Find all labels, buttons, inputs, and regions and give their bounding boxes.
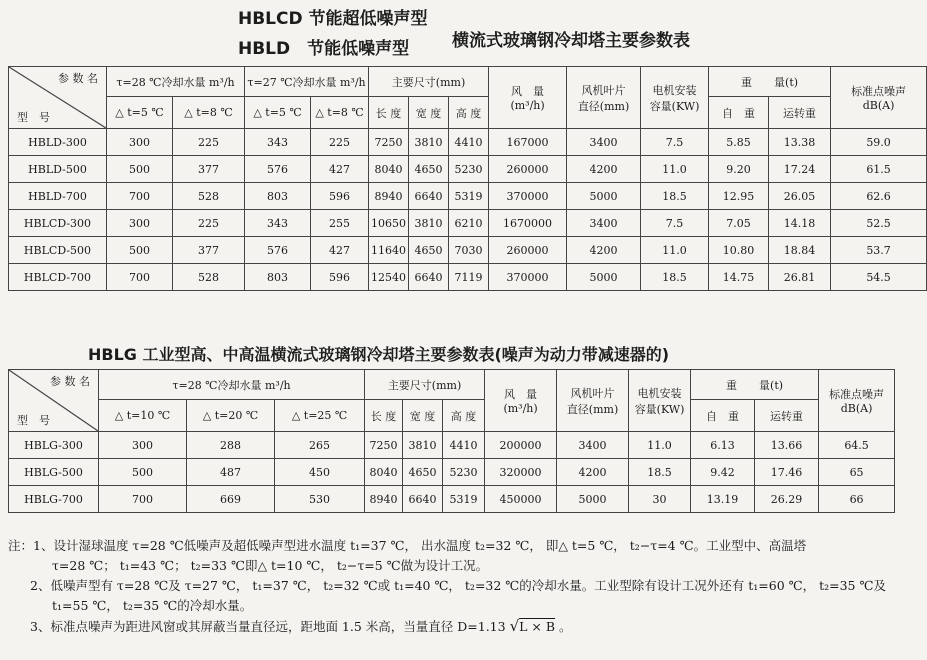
table-row — [9, 459, 895, 486]
model-cell: HBLG-500 — [9, 459, 99, 486]
value-cell: 500 — [107, 156, 173, 183]
header-motor-capacity: 电机安装 容量(KW) — [641, 67, 709, 129]
value-cell: 53.7 — [831, 237, 927, 264]
model-cell: HBLD-700 — [9, 183, 107, 210]
value-cell: 370000 — [489, 264, 567, 291]
value-cell: 7250 — [369, 129, 409, 156]
value-cell: 8940 — [369, 183, 409, 210]
value-cell: 64.5 — [819, 432, 895, 459]
value-cell: 26.29 — [755, 486, 819, 513]
value-cell: 6640 — [409, 264, 449, 291]
value-cell: 18.5 — [629, 459, 691, 486]
value-cell: 4410 — [443, 432, 485, 459]
value-cell: 11.0 — [641, 156, 709, 183]
value-cell: 6210 — [449, 210, 489, 237]
model-cell: HBLG-700 — [9, 486, 99, 513]
value-cell: 8040 — [365, 459, 403, 486]
value-cell: 343 — [245, 210, 311, 237]
value-cell: 18.5 — [641, 264, 709, 291]
value-cell: 26.05 — [769, 183, 831, 210]
value-cell: 26.81 — [769, 264, 831, 291]
value-cell: 700 — [107, 183, 173, 210]
value-cell: 7.5 — [641, 210, 709, 237]
value-cell: 65 — [819, 459, 895, 486]
value-cell: 18.5 — [641, 183, 709, 210]
table-row — [9, 129, 927, 156]
value-cell: 11.0 — [629, 432, 691, 459]
value-cell: 803 — [245, 264, 311, 291]
note-1-line-2: τ=28 ℃； t₁=43 ℃； t₂=33 ℃即△ t=10 ℃， t₂−τ=5 ℃做为设计工况。 — [52, 558, 489, 573]
value-cell: 62.6 — [831, 183, 927, 210]
value-cell: 14.18 — [769, 210, 831, 237]
header-length: 长 度 — [369, 97, 409, 129]
header-self-weight: 自 重 — [709, 97, 769, 129]
value-cell: 11640 — [369, 237, 409, 264]
value-cell: 7.05 — [709, 210, 769, 237]
value-cell: 700 — [107, 264, 173, 291]
header-noise: 标准点噪声 dB(A) — [819, 370, 895, 432]
value-cell: 288 — [187, 432, 275, 459]
header-dt8-b: △ t=8 ℃ — [311, 97, 369, 129]
header-dt20: △ t=20 ℃ — [187, 400, 275, 432]
value-cell: 5000 — [567, 183, 641, 210]
header-air-volume: 风 量 (m³/h) — [485, 370, 557, 432]
header-height: 高 度 — [443, 400, 485, 432]
value-cell: 11.0 — [641, 237, 709, 264]
value-cell: 320000 — [485, 459, 557, 486]
value-cell: 225 — [311, 129, 369, 156]
value-cell: 300 — [107, 210, 173, 237]
value-cell: 5000 — [567, 264, 641, 291]
value-cell: 7119 — [449, 264, 489, 291]
header-diagonal-cell — [9, 370, 99, 432]
value-cell: 3810 — [403, 432, 443, 459]
square-root-icon: √ — [509, 617, 520, 635]
value-cell: 255 — [311, 210, 369, 237]
table1-title: 横流式玻璃钢冷却塔主要参数表 — [452, 31, 690, 51]
header-operating-weight: 运转重 — [755, 400, 819, 432]
header-fan-diameter: 风机叶片 直径(mm) — [567, 67, 641, 129]
value-cell: 225 — [173, 129, 245, 156]
value-cell: 7.5 — [641, 129, 709, 156]
header-dt5-a: △ t=5 ℃ — [107, 97, 173, 129]
value-cell: 3400 — [567, 210, 641, 237]
value-cell: 7030 — [449, 237, 489, 264]
value-cell: 1670000 — [489, 210, 567, 237]
table-row — [9, 237, 927, 264]
value-cell: 4650 — [409, 237, 449, 264]
header-operating-weight: 运转重 — [769, 97, 831, 129]
value-cell: 10.80 — [709, 237, 769, 264]
value-cell: 3810 — [409, 210, 449, 237]
note-3-end: 。 — [559, 619, 572, 634]
value-cell: 12.95 — [709, 183, 769, 210]
header-height: 高 度 — [449, 97, 489, 129]
value-cell: 6.13 — [691, 432, 755, 459]
value-cell: 343 — [245, 129, 311, 156]
value-cell: 4200 — [557, 459, 629, 486]
value-cell: 17.46 — [755, 459, 819, 486]
value-cell: 4410 — [449, 129, 489, 156]
model-label: 型 号 — [17, 111, 50, 124]
value-cell: 4650 — [409, 156, 449, 183]
value-cell: 10650 — [369, 210, 409, 237]
value-cell: 8040 — [369, 156, 409, 183]
value-cell: 5230 — [449, 156, 489, 183]
value-cell: 61.5 — [831, 156, 927, 183]
note-2-line-2: t₁=55 ℃， t₂=35 ℃的冷却水量。 — [52, 598, 253, 613]
value-cell: 300 — [99, 432, 187, 459]
value-cell: 450 — [275, 459, 365, 486]
header-air-volume: 风 量 (m³/h) — [489, 67, 567, 129]
value-cell: 9.20 — [709, 156, 769, 183]
header-weight: 重 量(t) — [691, 370, 819, 400]
model-cell: HBLG-300 — [9, 432, 99, 459]
value-cell: 260000 — [489, 237, 567, 264]
value-cell: 3400 — [557, 432, 629, 459]
value-cell: 427 — [311, 156, 369, 183]
table-row — [9, 183, 927, 210]
value-cell: 500 — [99, 459, 187, 486]
value-cell: 377 — [173, 237, 245, 264]
value-cell: 8940 — [365, 486, 403, 513]
value-cell: 300 — [107, 129, 173, 156]
param-name-label: 参 数 名 — [50, 375, 90, 388]
value-cell: 5000 — [557, 486, 629, 513]
header-dt25: △ t=25 ℃ — [275, 400, 365, 432]
value-cell: 803 — [245, 183, 311, 210]
value-cell: 4650 — [403, 459, 443, 486]
value-cell: 700 — [99, 486, 187, 513]
value-cell: 6640 — [409, 183, 449, 210]
value-cell: 377 — [173, 156, 245, 183]
value-cell: 4200 — [567, 156, 641, 183]
model-label: 型 号 — [17, 414, 50, 427]
value-cell: 528 — [173, 183, 245, 210]
value-cell: 167000 — [489, 129, 567, 156]
model-cell: HBLCD-700 — [9, 264, 107, 291]
model-cell: HBLCD-500 — [9, 237, 107, 264]
header-weight: 重 量(t) — [709, 67, 831, 97]
value-cell: 17.24 — [769, 156, 831, 183]
value-cell: 18.84 — [769, 237, 831, 264]
header-dt8-a: △ t=8 ℃ — [173, 97, 245, 129]
value-cell: 7250 — [365, 432, 403, 459]
value-cell: 576 — [245, 237, 311, 264]
note-3-text: 3、标准点噪声为距进风窗或其屏蔽当量直径远，距地面 1.5 米高，当量直径 D=1.13 — [30, 619, 506, 634]
header-width: 宽 度 — [403, 400, 443, 432]
value-cell: 52.5 — [831, 210, 927, 237]
value-cell: 5230 — [443, 459, 485, 486]
value-cell: 59.0 — [831, 129, 927, 156]
value-cell: 3810 — [409, 129, 449, 156]
value-cell: 5.85 — [709, 129, 769, 156]
table-row — [9, 264, 927, 291]
notes-section — [8, 536, 896, 637]
value-cell: 5319 — [443, 486, 485, 513]
header-dt10: △ t=10 ℃ — [99, 400, 187, 432]
table-row — [9, 156, 927, 183]
table-row — [9, 210, 927, 237]
param-name-label: 参 数 名 — [58, 72, 98, 85]
value-cell: 500 — [107, 237, 173, 264]
value-cell: 12540 — [369, 264, 409, 291]
note-3 — [8, 616, 896, 637]
value-cell: 5319 — [449, 183, 489, 210]
value-cell: 4200 — [567, 237, 641, 264]
header-diagonal-cell — [9, 67, 107, 129]
value-cell: 265 — [275, 432, 365, 459]
value-cell: 13.38 — [769, 129, 831, 156]
note-3-formula: L × B — [519, 619, 556, 634]
value-cell: 427 — [311, 237, 369, 264]
table-row — [9, 432, 895, 459]
value-cell: 528 — [173, 264, 245, 291]
value-cell: 596 — [311, 183, 369, 210]
note-2-line-1: 2、低噪声型有 τ=28 ℃及 τ=27 ℃， t₁=37 ℃， t₂=32 ℃或 t₁=40 ℃， t₂=32 ℃的冷却水量。工业型除有设计工况外还有 t₁=60 ℃， t₂=35 ℃及 — [30, 578, 886, 593]
value-cell: 200000 — [485, 432, 557, 459]
header-width: 宽 度 — [409, 97, 449, 129]
header-dimensions: 主要尺寸(mm) — [365, 370, 485, 400]
value-cell: 13.66 — [755, 432, 819, 459]
value-cell: 225 — [173, 210, 245, 237]
value-cell: 9.42 — [691, 459, 755, 486]
value-cell: 530 — [275, 486, 365, 513]
title-line-hblcd: HBLCD 节能超低噪声型 — [238, 9, 428, 29]
value-cell: 66 — [819, 486, 895, 513]
value-cell: 14.75 — [709, 264, 769, 291]
model-cell: HBLCD-300 — [9, 210, 107, 237]
header-motor-capacity: 电机安装 容量(KW) — [629, 370, 691, 432]
note-1-line-1: 注：1、设计湿球温度 τ=28 ℃低噪声及超低噪声型进水温度 t₁=37 ℃， 出水温度 t₂=32 ℃， 即△ t=5 ℃， t₂−τ=4 ℃。工业型中、高温塔 — [8, 538, 807, 553]
value-cell: 370000 — [489, 183, 567, 210]
header-water-28: τ=28 ℃冷却水量 m³/h — [107, 67, 245, 97]
header-dt5-b: △ t=5 ℃ — [245, 97, 311, 129]
value-cell: 260000 — [489, 156, 567, 183]
value-cell: 3400 — [567, 129, 641, 156]
header-dimensions: 主要尺寸(mm) — [369, 67, 489, 97]
value-cell: 13.19 — [691, 486, 755, 513]
table2-title: HBLG 工业型高、中高温横流式玻璃钢冷却塔主要参数表(噪声为动力带减速器的) — [88, 345, 670, 364]
hbld-hblcd-parameter-table — [8, 66, 927, 291]
value-cell: 6640 — [403, 486, 443, 513]
value-cell: 596 — [311, 264, 369, 291]
value-cell: 669 — [187, 486, 275, 513]
hblg-parameter-table — [8, 369, 895, 513]
header-length: 长 度 — [365, 400, 403, 432]
value-cell: 487 — [187, 459, 275, 486]
model-cell: HBLD-500 — [9, 156, 107, 183]
value-cell: 30 — [629, 486, 691, 513]
header-fan-diameter: 风机叶片 直径(mm) — [557, 370, 629, 432]
header-water-27: τ=27 ℃冷却水量 m³/h — [245, 67, 369, 97]
model-cell: HBLD-300 — [9, 129, 107, 156]
title-line-hbld: HBLD 节能低噪声型 — [238, 39, 410, 59]
table-row — [9, 486, 895, 513]
value-cell: 54.5 — [831, 264, 927, 291]
header-noise: 标准点噪声 dB(A) — [831, 67, 927, 129]
value-cell: 576 — [245, 156, 311, 183]
header-self-weight: 自 重 — [691, 400, 755, 432]
value-cell: 450000 — [485, 486, 557, 513]
header-water-28: τ=28 ℃冷却水量 m³/h — [99, 370, 365, 400]
